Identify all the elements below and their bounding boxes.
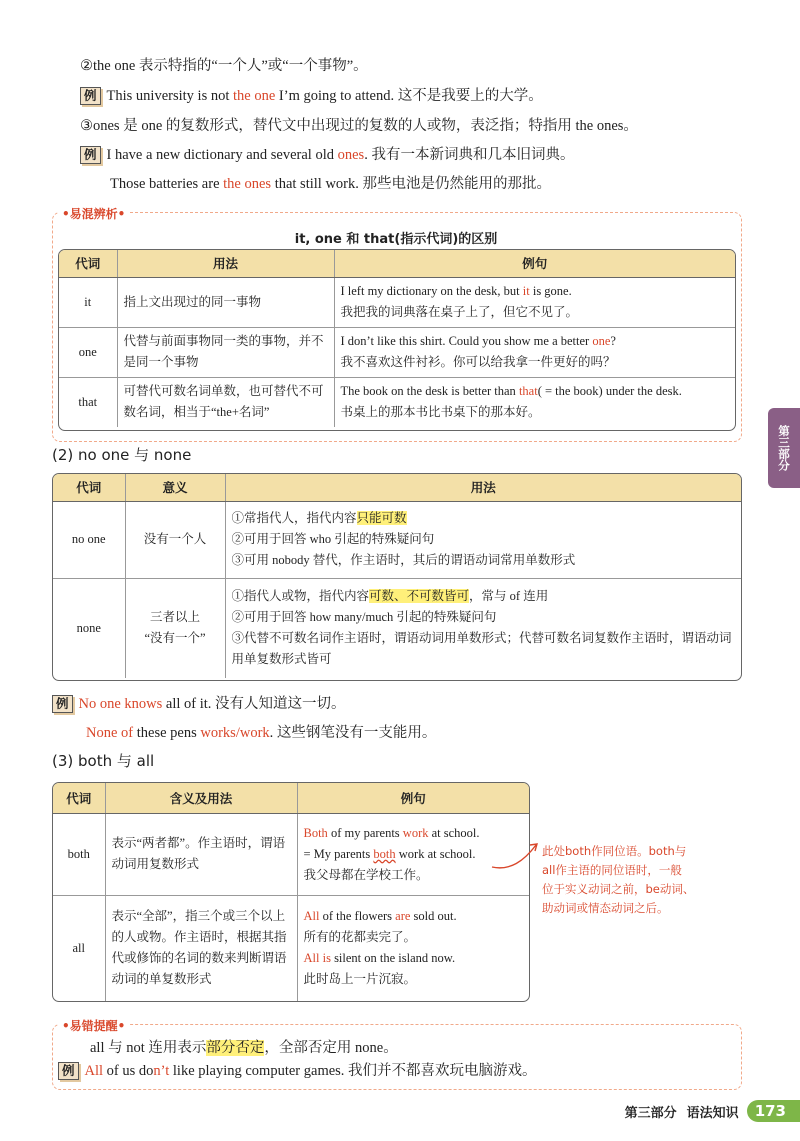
section-3-heading: (3) both 与 all xyxy=(52,752,155,770)
example-label: 例 xyxy=(58,1062,79,1080)
pronoun-cell: none xyxy=(53,578,125,678)
highlight: 只能可数 xyxy=(356,511,407,525)
section-2-example-2: None of these pens works/work. 这些钢笔没有一支能用。 xyxy=(86,725,437,741)
section-2-heading: (2) no one 与 none xyxy=(52,446,192,464)
example-line-3 xyxy=(110,174,551,194)
usage-cell: ①指代人或物，指代内容可数、不可数皆可，常与 of 连用 ②可用于回答 how many/much 引起的特殊疑问句 ③代替不可数名词作主语时，谓语动词用单数形式；代替可数名词复数作主语时，谓语动词用单复数形式皆可 xyxy=(231,589,732,667)
note-arrow-icon xyxy=(490,835,540,875)
example-text: that still work. 那些电池是仍然能用的那批。 xyxy=(271,176,551,192)
usage-cell: 指上文出现过的同一事物 xyxy=(117,277,334,327)
example-highlight: the ones xyxy=(223,176,272,192)
pronoun-cell: no one xyxy=(53,501,125,578)
example-text: Those batteries are xyxy=(110,176,224,192)
header-pronoun: 代词 xyxy=(59,250,117,277)
pronoun-cell: that xyxy=(59,377,117,427)
example-cell: I left my dictionary on the desk, but it is gone. 我把我的词典落在桌子上了，但它不见了。 xyxy=(334,277,735,327)
usage-cell: 代替与前面事物同一类的事物，并不是同一个事物 xyxy=(117,327,334,377)
header-example: 例句 xyxy=(297,783,529,813)
both-all-table xyxy=(52,782,530,1002)
pronoun-cell: it xyxy=(59,277,117,327)
page-number: 173 xyxy=(747,1100,800,1122)
highlight: 部分否定 xyxy=(206,1040,265,1056)
ones-line: ③ones 是 one 的复数形式，替代文中出现过的复数的人或物，表泛指；特指用 the ones。 xyxy=(80,118,638,134)
pronoun-cell: both xyxy=(53,813,105,895)
example-cell: The book on the desk is better than that( = the book) under the desk. 书桌上的那本书比书桌下的那本好。 xyxy=(340,384,682,420)
handwritten-note: 此处both作同位语。both与 all作主语的同位语时，一般 位于实义动词之前，be动词、 助动词或情态动词之后。 xyxy=(542,844,695,915)
section-2-example-1 xyxy=(52,694,346,714)
mistake-example: 例 All of us don’t like playing computer games. 我们并不都喜欢玩电脑游戏。 xyxy=(58,1061,537,1081)
example-highlight: ones xyxy=(337,147,365,163)
example-cell: All of the flowers are sold out. 所有的花都卖完了。 All is silent on the island now. 此时岛上一片沉寂。 xyxy=(303,909,457,987)
confuse-table xyxy=(58,249,736,431)
pronoun-cell: one xyxy=(59,327,117,377)
example-text: all of it. 没有人知道这一切。 xyxy=(162,696,346,712)
mistake-line: all 与 not 连用表示部分否定，全部否定用 none。 xyxy=(90,1040,398,1056)
example-line-2 xyxy=(80,145,574,165)
example-label: 例 xyxy=(52,695,73,713)
confuse-tag: •易混辨析• xyxy=(58,205,129,222)
confuse-table-title: it, one 和 that(指示代词)的区别 xyxy=(294,232,498,247)
usage-cell: 可替代可数名词单数，也可替代不可数名词，相当于“the+名词” xyxy=(117,377,334,427)
mistake-tag: •易错提醒• xyxy=(58,1017,129,1034)
example-text: I have a new dictionary and several old xyxy=(106,147,338,163)
meaning-cell: 没有一个人 xyxy=(125,501,225,578)
footer-part: 第三部分 xyxy=(624,1105,677,1121)
example-text: This university is not xyxy=(106,88,233,104)
header-usage: 用法 xyxy=(225,474,741,501)
example-text: . 我有一本新词典和几本旧词典。 xyxy=(364,147,575,163)
example-cell: Both of my parents work at school. = My parents both work at school. 我父母都在学校工作。 xyxy=(297,813,529,895)
highlight: 可数、不可数皆可 xyxy=(369,589,470,604)
noone-none-table xyxy=(52,473,742,681)
header-usage: 用法 xyxy=(117,250,334,277)
meaning-cell: 三者以上 “没有一个” xyxy=(125,578,225,678)
usage-cell: 表示“全部”，指三个或三个以上的人或物。作主语时，根据其指代或修饰的名词的数来判断谓语动词的单复数形式 xyxy=(105,895,297,1001)
the-one-line: ②the one 表示特指的“一个人”或“一个事物”。 xyxy=(80,58,368,74)
footer-topic: 语法知识 xyxy=(686,1105,739,1121)
example-label: 例 xyxy=(80,146,101,164)
usage-cell: 表示“两者都”。作主语时，谓语动词用复数形式 xyxy=(105,813,297,895)
example-highlight: No one knows xyxy=(78,696,163,712)
page-footer xyxy=(625,1099,800,1123)
usage-cell: ①常指代人，指代内容只能可数 ②可用于回答 who 引起的特殊疑问句 ③可用 nobody 替代，作主语时，其后的谓语动词常用单数形式 xyxy=(225,501,741,578)
header-meaning: 意义 xyxy=(125,474,225,501)
header-pronoun: 代词 xyxy=(53,783,105,813)
side-tab-part-three[interactable]: 第三部分 xyxy=(768,408,800,488)
header-usage: 含义及用法 xyxy=(105,783,297,813)
example-line-1 xyxy=(80,86,543,106)
header-pronoun: 代词 xyxy=(53,474,125,501)
example-cell: I don’t like this shirt. Could you show me a better one? 我不喜欢这件衬衫。你可以给我拿一件更好的吗？ xyxy=(334,327,735,377)
example-highlight: the one xyxy=(233,88,276,104)
pronoun-cell: all xyxy=(53,895,105,1001)
example-label: 例 xyxy=(80,87,101,105)
header-example: 例句 xyxy=(334,250,735,277)
example-text: I’m going to attend. 这不是我要上的大学。 xyxy=(275,88,543,104)
